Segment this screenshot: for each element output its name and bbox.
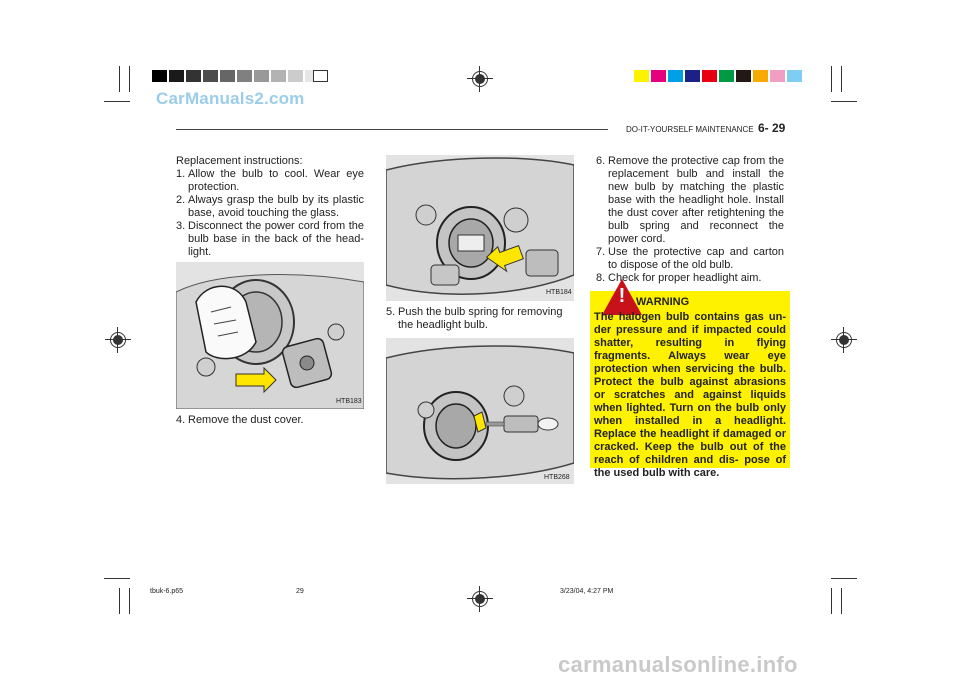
list-item: 8. Check for proper headlight aim.: [596, 272, 762, 284]
crop-mark: [119, 588, 120, 614]
crop-mark: [129, 588, 130, 614]
crop-mark: [831, 101, 857, 102]
warning-box: [590, 285, 790, 479]
warning-text: The halogen bulb contains gas un- der pressure and if impacted could shatter, resulting in flying fragments. Always wear eye protection when servicing the bulb. Protect the bulb against abrasions or scratches and against liquids when lighted. Turn on the bulb only when installed in a headlight. Replace the headlight if damaged or cracked. Keep the bulb out of the reach of children and dis- pose of the used bulb with care.: [594, 311, 786, 479]
list-item: 6. Remove the protective cap from the replacement bulb and install the new bulb by matching the plastic base with the headlight hole. Install the dust cover after retightening the bulb spring and reconnect the power cord.: [596, 155, 784, 245]
figure-code: HTB268: [544, 474, 570, 481]
registration-mark-icon: [472, 71, 488, 87]
crop-mark: [104, 101, 130, 102]
column-1: [176, 155, 364, 259]
bulb-removal-illustration: [386, 338, 574, 484]
footer-timestamp: 3/23/04, 4:27 PM: [560, 588, 614, 595]
registration-mark-icon: [472, 591, 488, 607]
section-title: DO-IT-YOURSELF MAINTENANCE: [626, 125, 754, 134]
list-item: 4. Remove the dust cover.: [176, 414, 304, 426]
registration-mark-icon: [836, 332, 852, 348]
crop-mark: [841, 588, 842, 614]
crop-mark: [841, 66, 842, 92]
headlight-dust-cover-illustration: [176, 262, 364, 409]
list-item: 7. Use the protective cap and carton to dispose of the old bulb.: [596, 246, 784, 271]
figure-code: HTB183: [336, 398, 362, 405]
figure-remove-dust-cover: [176, 262, 364, 409]
crop-mark: [831, 66, 832, 92]
page-number: 6- 29: [758, 121, 786, 135]
crop-mark: [129, 66, 130, 92]
figure-remove-bulb: [386, 338, 574, 484]
figure-bulb-spring: [386, 155, 574, 301]
list-item: 2. Always grasp the bulb by its plastic base, avoid touching the glass.: [176, 194, 364, 219]
registration-mark-icon: [110, 332, 126, 348]
crop-mark: [104, 578, 130, 579]
list-item: 1. Allow the bulb to cool. Wear eye protection.: [176, 168, 364, 193]
list-item: 5. Push the bulb spring for removing the headlight bulb.: [386, 306, 563, 331]
figure-code: HTB184: [546, 289, 572, 296]
list-item: 3. Disconnect the power cord from the bulb base in the back of the head- light.: [176, 220, 364, 258]
crop-mark: [831, 588, 832, 614]
footer-page-number: 29: [296, 588, 304, 595]
exclamation-icon: !: [618, 285, 626, 307]
footer-file: tbuk-6.p65: [150, 588, 184, 595]
crop-mark: [119, 66, 120, 92]
headlight-assembly-illustration: [386, 155, 574, 301]
site-logo[interactable]: CarManuals2.com: [156, 89, 305, 108]
column-3: [596, 155, 784, 285]
watermark[interactable]: carmanualsonline.info: [558, 652, 798, 677]
crop-mark: [831, 578, 857, 579]
warning-title: WARNING: [636, 296, 690, 308]
intro-text: Replacement instructions:: [176, 155, 303, 167]
header-rule: [176, 129, 608, 130]
